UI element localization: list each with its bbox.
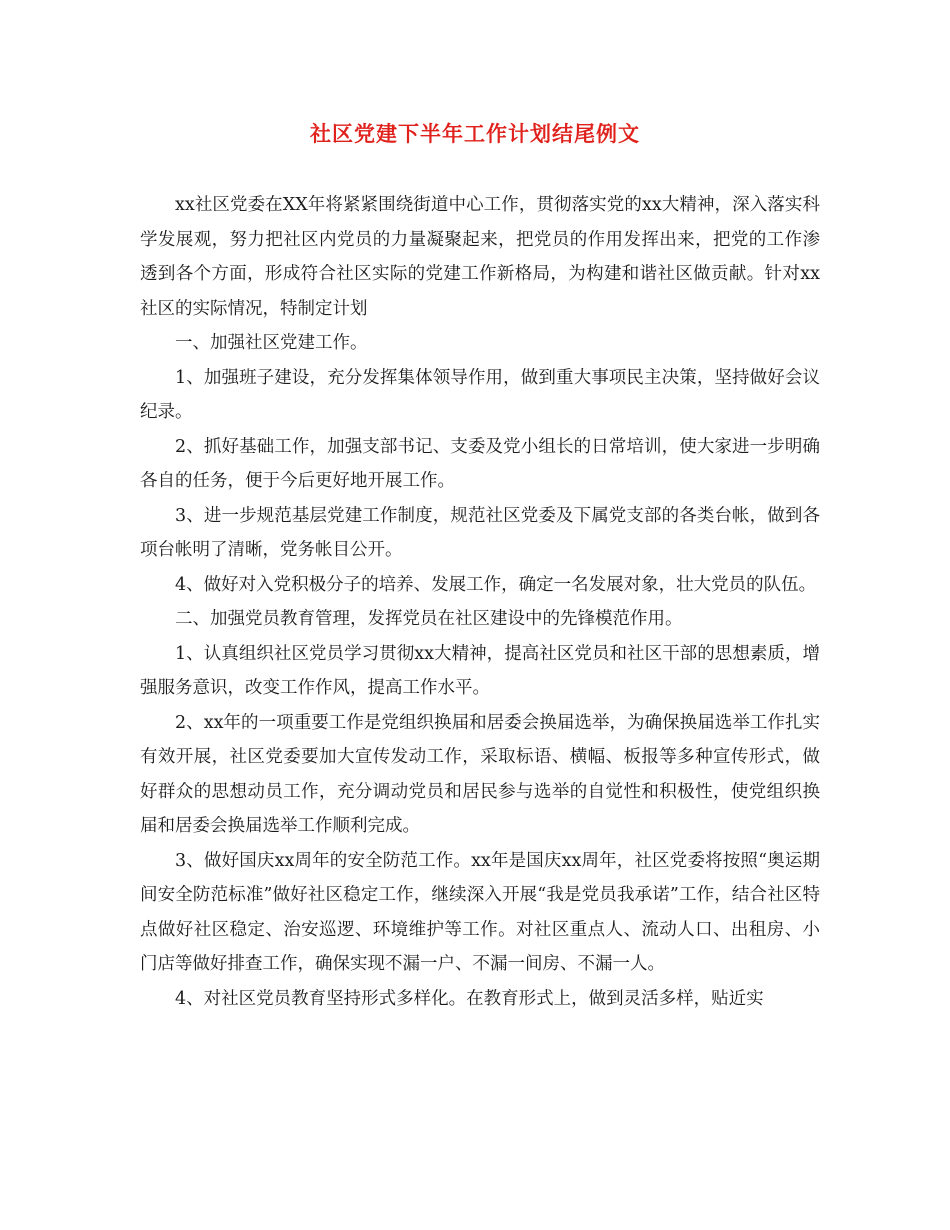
list-item: 1、认真组织社区党员学习贯彻xx大精神，提高社区党员和社区干部的思想素质，增强服务意识，改变工作作风，提高工作水平。 bbox=[140, 643, 820, 698]
document-title: 社区党建下半年工作计划结尾例文 bbox=[310, 121, 640, 146]
document-body bbox=[140, 188, 820, 1016]
list-item: 3、做好国庆xx周年的安全防范工作。xx年是国庆xx周年，社区党委将按照“奥运期间安全防范标准”做好社区稳定工作，继续深入开展“我是党员我承诺”工作，结合社区特点做好社区稳定、治安巡逻、环境维护等工作。对社区重点人、流动人口、出租房、小门店等做好排查工作，确保实现不漏一户、不漏一间房、不漏一人。 bbox=[140, 850, 820, 974]
list-item: 1、加强班子建设，充分发挥集体领导作用，做到重大事项民主决策，坚持做好会议纪录。 bbox=[140, 367, 820, 422]
section-heading: 二、加强党员教育管理，发挥党员在社区建设中的先锋模范作用。 bbox=[175, 609, 683, 629]
list-item: 4、做好对入党积极分子的培养、发展工作，确定一名发展对象，壮大党员的队伍。 bbox=[175, 574, 817, 595]
list-item: 2、抓好基础工作，加强支部书记、支委及党小组长的日常培训，使大家进一步明确各自的任务，便于今后更好地开展工作。 bbox=[140, 436, 820, 491]
intro-paragraph: xx社区党委在XX年将紧紧围绕街道中心工作，贯彻落实党的xx大精神，深入落实科学发展观，努力把社区内党员的力量凝聚起来，把党员的作用发挥出来，把党的工作渗透到各个方面，形成符合社区实际的党建工作新格局，为构建和谐社区做贡献。针对xx社区的实际情况，特制定计划 bbox=[140, 195, 820, 319]
list-item: 2、xx年的一项重要工作是党组织换届和居委会换届选举，为确保换届选举工作扎实有效开展，社区党委要加大宣传发动工作，采取标语、横幅、板报等多种宣传形式，做好群众的思想动员工作，充分调动党员和居民参与选举的自觉性和积极性，使党组织换届和居委会换届选举工作顺利完成。 bbox=[140, 712, 820, 836]
list-item: 4、对社区党员教育坚持形式多样化。在教育形式上，做到灵活多样，贴近实 bbox=[175, 988, 764, 1009]
section-heading: 一、加强社区党建工作。 bbox=[175, 333, 368, 353]
list-item: 3、进一步规范基层党建工作制度，规范社区党委及下属党支部的各类台帐，做到各项台帐明了清晰，党务帐目公开。 bbox=[140, 505, 820, 560]
